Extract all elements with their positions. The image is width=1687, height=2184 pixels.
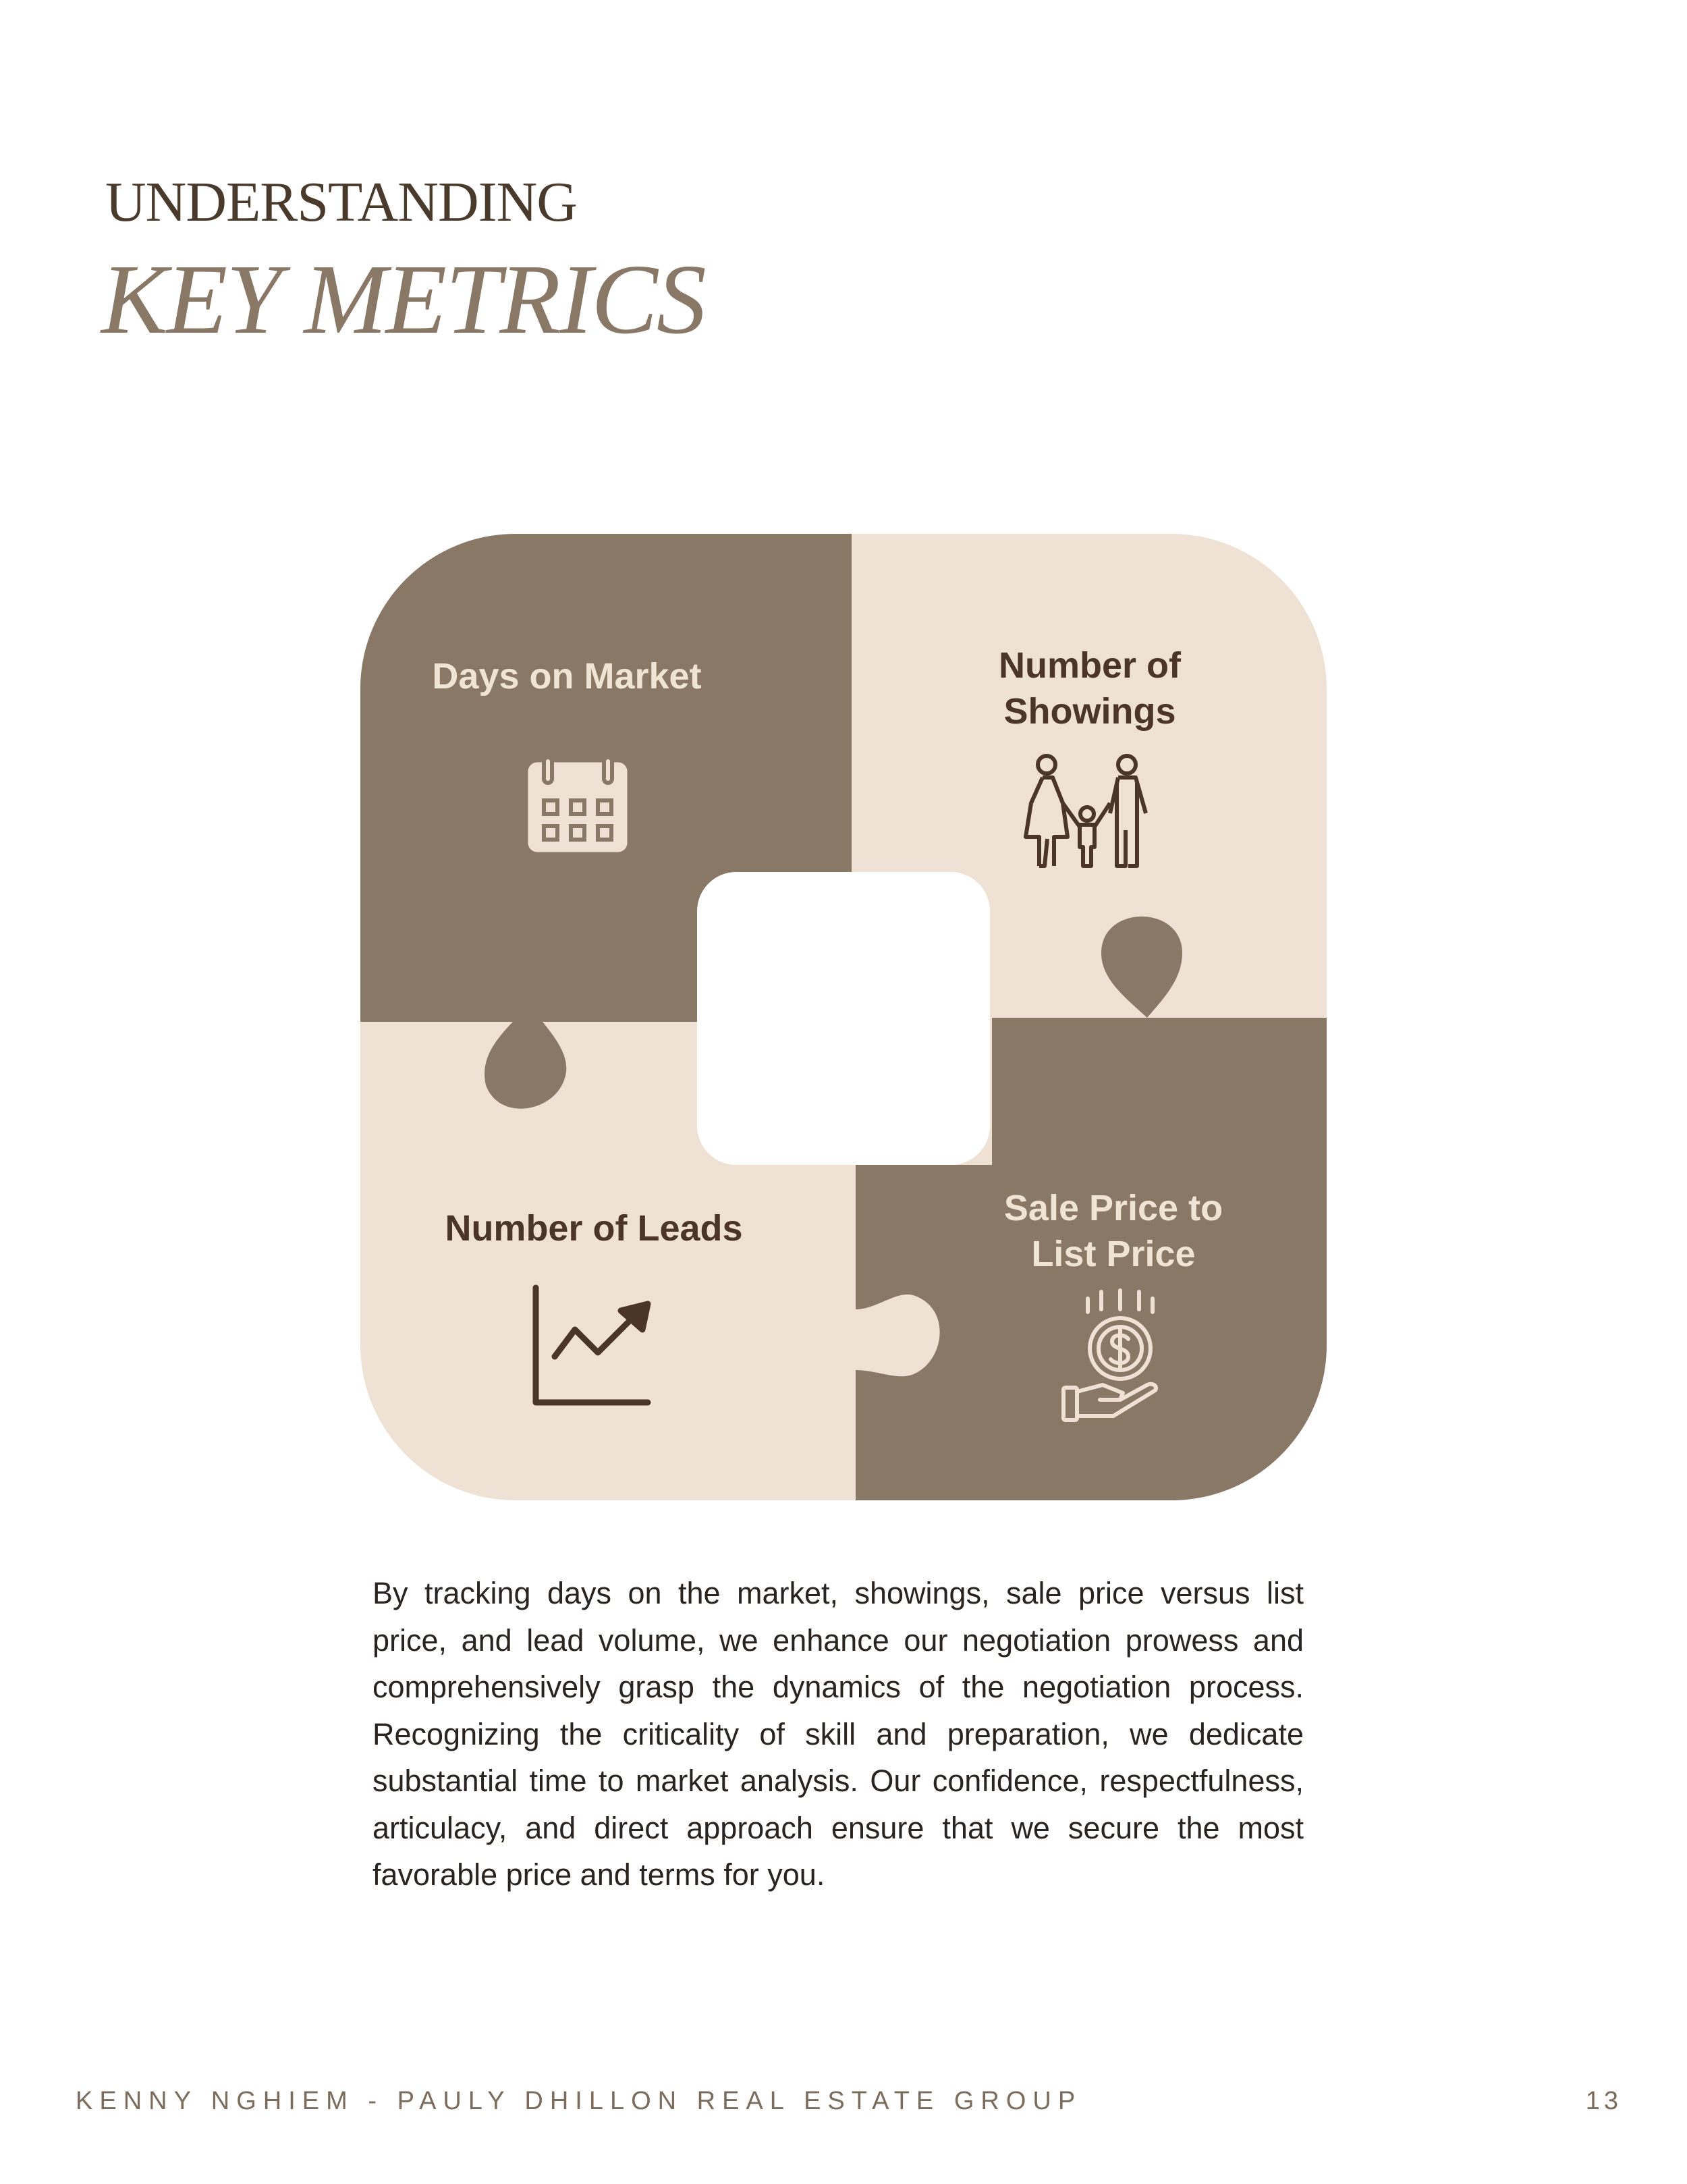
piece-label-number-of-leads: Number of Leads [445, 1208, 743, 1249]
page-number: 13 [1585, 2087, 1622, 2115]
calendar-icon [530, 757, 625, 850]
heading-line-2: KEY METRICS [101, 244, 705, 355]
piece-label-showings-line1: Number of [999, 645, 1181, 686]
footer-author: KENNY NGHIEM - PAULY DHILLON REAL ESTATE GROUP [76, 2087, 1082, 2115]
piece-label-sale-price-line1: Sale Price to [1003, 1188, 1223, 1228]
puzzle-knob-right [758, 664, 852, 739]
piece-label-showings-line2: Showings [1003, 691, 1176, 732]
piece-label-sale-price-line2: List Price [1031, 1234, 1196, 1274]
puzzle-center-hole [697, 872, 990, 1165]
body-paragraph: By tracking days on the market, showings, sale price versus list price, and lead volume, we enhance our negotiation prowess and comprehensively grasp the dynamics of the negotiation process. Recognizing the criticality of skill and preparation, we dedicate substantial time to market analysis. Our confidence, respectfulness, articulacy, and direct approach ensure that we secure the most favorable price and terms for you. [372, 1576, 1304, 1892]
piece-label-showings [921, 643, 1259, 734]
piece-label-sale-price [945, 1185, 1282, 1277]
heading-line-1: UNDERSTANDING [105, 171, 577, 234]
piece-label-days-on-market: Days on Market [432, 656, 702, 697]
